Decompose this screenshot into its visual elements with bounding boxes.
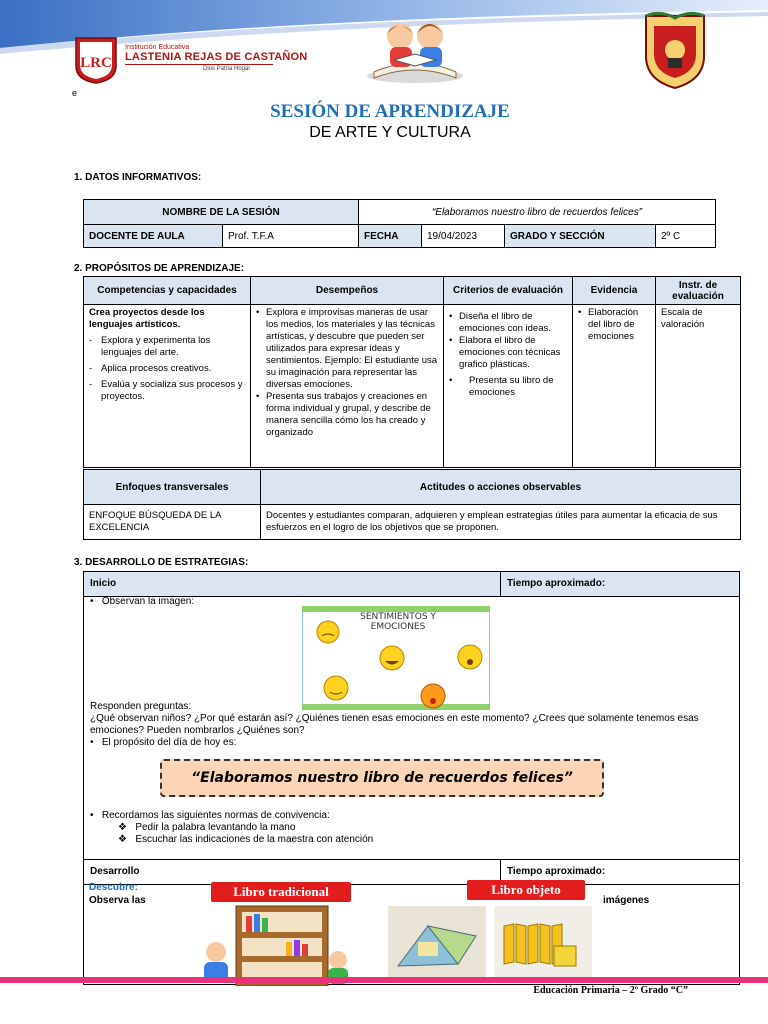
actitud-value: Docentes y estudiantes comparan, adquieren y emplean estrategias útiles para aumentar la eficacia de sus esfuerzos en el logro de los objetivos que se proponen. <box>261 505 741 540</box>
emotions-title-line1: SENTIMIENTOS Y <box>360 612 436 622</box>
competencias-cell <box>84 305 251 468</box>
capacidad-item: - Aplica procesos creativos. <box>89 363 245 375</box>
teacher-label: DOCENTE DE AULA <box>84 225 223 248</box>
libro-objeto-photo-2 <box>494 906 592 978</box>
capacidad-item: - Explora y experimenta los lenguajes del arte. <box>89 335 245 359</box>
diamond-bullet-icon: ❖ <box>118 834 127 845</box>
observa-las-text: Observa las <box>89 895 146 906</box>
institution-name <box>125 44 307 72</box>
date-value: 19/04/2023 <box>422 225 505 248</box>
stray-character: e <box>72 88 78 98</box>
page-title: SESIÓN DE APRENDIZAJE <box>270 101 510 122</box>
shield-logo <box>640 10 710 90</box>
kids-reading-illustration <box>360 14 470 84</box>
evidencia-cell <box>573 305 656 468</box>
purpose-box: “Elaboramos nuestro libro de recuerdos felices” <box>160 759 604 797</box>
actitudes-label: Actitudes o acciones observables <box>261 470 741 505</box>
enfoques-table <box>83 469 741 540</box>
enfoques-label: Enfoques transversales <box>84 470 261 505</box>
page-subtitle: DE ARTE Y CULTURA <box>309 124 471 141</box>
desempenos-cell <box>251 305 444 468</box>
criterio-item: • Presenta su libro de emociones <box>449 375 567 399</box>
col-criterios: Criterios de evaluación <box>444 277 573 305</box>
session-name-value: “Elaboramos nuestro libro de recuerdos felices” <box>359 200 716 225</box>
libro-objeto-photo-1 <box>388 906 486 978</box>
institution-motto: Dios Patria Hogar <box>203 66 251 72</box>
footer-band <box>0 977 768 983</box>
norma-item: ❖ Escuchar las indicaciones de la maestra con atención <box>118 834 374 845</box>
col-desempenos: Desempeños <box>251 277 444 305</box>
desempeno-item: • Explora e improvisas maneras de usar los medios, los materiales y las técnicas artísticas, y descubre que pueden ser utilizados para expresar ideas y sentimientos. Ejemplo: El estudiante usa su imaginación para representar las diversas emociones. <box>256 307 438 391</box>
emotions-image <box>302 606 490 710</box>
desarrollo-row <box>84 859 739 885</box>
grade-value: 2º C <box>656 225 716 248</box>
capacidad-item: - Evalúa y socializa sus procesos y proyectos. <box>89 379 245 403</box>
diamond-bullet-icon: ❖ <box>118 822 127 833</box>
teacher-value: Prof. T.F.A <box>223 225 359 248</box>
tiempo-label: Tiempo aproximado: <box>507 578 606 589</box>
col-evidencia: Evidencia <box>573 277 656 305</box>
inicio-row <box>84 572 739 597</box>
institution-line2: LASTENIA REJAS DE CASTAÑON <box>125 51 308 63</box>
desarrollo-label: Desarrollo <box>90 866 140 877</box>
emotions-title-line2: EMOCIONES <box>370 622 426 632</box>
school-logo <box>72 36 120 84</box>
observan-text: • Observan la imagen: <box>90 596 195 607</box>
emoji-love-icon <box>324 676 348 700</box>
responden-text: Responden preguntas: <box>90 701 192 712</box>
criterio-item: • Elabora el libro de emociones con técnicas grafico plásticas. <box>449 335 567 371</box>
proposito-intro: • El propósito del día de hoy es: <box>90 737 237 748</box>
institution-line1: Institución Educativa <box>125 44 190 51</box>
col-competencias: Competencias y capacidades <box>84 277 251 305</box>
tiempo-label-2: Tiempo aproximado: <box>507 866 606 877</box>
descubre-label: Descubre: <box>89 882 138 893</box>
normas-intro: • Recordamos las siguientes normas de convivencia: <box>90 810 330 821</box>
norma-item: ❖ Pedir la palabra levantando la mano <box>118 822 296 833</box>
session-name-label: NOMBRE DE LA SESIÓN <box>84 200 359 225</box>
section2-heading: 2. PROPÓSITOS DE APRENDIZAJE: <box>74 263 245 274</box>
criterios-cell <box>444 305 573 468</box>
date-label: FECHA <box>359 225 422 248</box>
libro-objeto-label: Libro objeto <box>467 880 585 900</box>
competencia-title: Crea proyectos desde los lenguajes artísticos. <box>89 307 205 330</box>
inicio-label: Inicio <box>90 578 117 589</box>
section1-heading: 1. DATOS INFORMATIVOS: <box>74 172 202 183</box>
desempeno-item: • Presenta sus trabajos y creaciones en forma individual y grupal, y describe de manera sencilla cómo los ha creado y organizado <box>256 391 438 439</box>
emoji-laughing-icon <box>380 646 404 670</box>
preguntas-block <box>90 701 738 749</box>
enfoque-value: ENFOQUE BÚSQUEDA DE LA EXCELENCIA <box>84 505 261 540</box>
evidencia-value: • Elaboración del libro de emociones <box>578 307 650 343</box>
footer-text: Educación Primaria – 2º Grado “C” <box>533 985 688 996</box>
emoji-crying-icon <box>317 621 339 643</box>
emoji-surprised-icon <box>458 645 482 669</box>
libro-tradicional-label: Libro tradicional <box>211 882 351 902</box>
footer <box>0 984 768 1004</box>
instrumento-value: Escala de valoración <box>656 305 741 468</box>
imagenes-text: imágenes <box>603 895 650 906</box>
normas-block <box>90 810 373 846</box>
criterio-item: • Diseña el libro de emociones con ideas. <box>449 311 567 335</box>
bookshelf-illustration <box>196 904 352 986</box>
logo-letters: LRC <box>80 55 112 71</box>
datos-table <box>83 199 716 248</box>
preguntas-text: ¿Qué observan niños? ¿Por qué estarán así? ¿Quiénes tienen esas emociones en este momento? ¿Crees que solamente tenemos esas emociones? Pueden nombrarlos ¿Quiénes son? <box>90 713 699 736</box>
section3-heading: 3. DESARROLLO DE ESTRATEGIAS: <box>74 557 249 568</box>
col-instrumento: Instr. de evaluación <box>656 277 741 305</box>
propositos-table <box>83 276 741 468</box>
grade-label: GRADO Y SECCIÓN <box>505 225 656 248</box>
